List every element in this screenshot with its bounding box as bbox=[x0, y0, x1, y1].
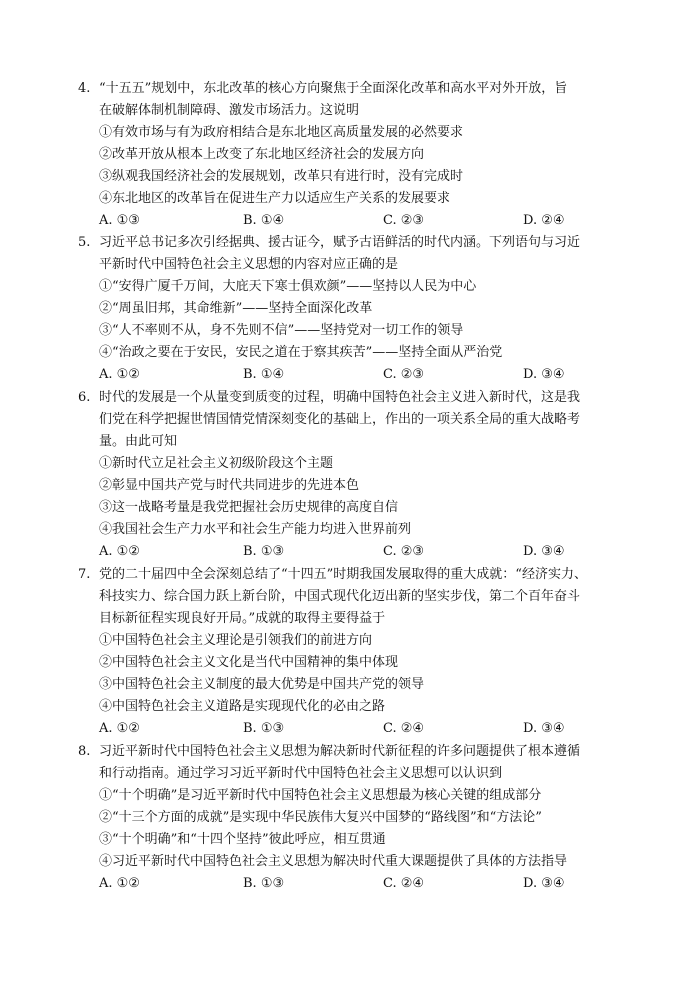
statement: ④东北地区的改革旨在促进生产力以适应生产关系的发展要求 bbox=[99, 191, 451, 206]
question-number: 4. bbox=[78, 81, 91, 96]
statement: ②改革开放从根本上改变了东北地区经济社会的发展方向 bbox=[99, 147, 425, 162]
question-8 bbox=[78, 741, 658, 895]
option-c[interactable]: C. ②④ bbox=[383, 721, 425, 736]
question-number: 6. bbox=[78, 390, 91, 405]
question-stem-line: 目标新征程实现良好开局。”成就的取得主要得益于 bbox=[99, 611, 386, 626]
question-stem-line: 平新时代中国特色社会主义思想的内容对应正确的是 bbox=[99, 257, 399, 272]
option-c[interactable]: C. ②③ bbox=[383, 544, 425, 559]
question-stem-line: 6. 时代的发展是一个从量变到质变的过程，明确中国特色社会主义进入新时代，这是我 bbox=[78, 387, 658, 409]
option-d[interactable]: D. ③④ bbox=[523, 544, 565, 559]
question-stem-line: 4. “十五五”规划中，东北改革的核心方向聚焦于全面深化改革和高水平对外开放，旨 bbox=[78, 78, 658, 100]
question-number: 7. bbox=[78, 567, 91, 582]
question-stem-line: 7. 党的二十届四中全会深刻总结了“十四五”时期我国发展取得的重大成就：“经济实力、 bbox=[78, 564, 658, 586]
option-b[interactable]: B. ①④ bbox=[243, 213, 285, 228]
option-a[interactable]: A. ①② bbox=[99, 544, 140, 559]
statement: ④习近平新时代中国特色社会主义思想为解决时代重大课题提供了具体的方法指导 bbox=[99, 854, 568, 869]
answer-options bbox=[78, 541, 658, 563]
statement: ②中国特色社会主义文化是当代中国精神的集中体现 bbox=[99, 655, 399, 670]
option-c[interactable]: C. ②③ bbox=[383, 213, 425, 228]
question-stem-line: 科技实力、综合国力跃上新台阶，中国式现代化迈出新的坚实步伐，第二个百年奋斗 bbox=[99, 589, 581, 604]
statement: ④中国特色社会主义道路是实现现代化的必由之路 bbox=[99, 699, 386, 714]
statement: ②“十三个方面的成就”是实现中华民族伟大复兴中国梦的“路线图”和“方法论” bbox=[99, 810, 542, 825]
question-4 bbox=[78, 78, 658, 232]
answer-options bbox=[78, 210, 658, 232]
statement: ①有效市场与有为政府相结合是东北地区高质量发展的必然要求 bbox=[99, 125, 464, 140]
option-b[interactable]: B. ①③ bbox=[243, 544, 285, 559]
option-b[interactable]: B. ①④ bbox=[243, 367, 285, 382]
answer-options bbox=[78, 364, 658, 386]
statement: ③“十个明确”和“十四个坚持”彼此呼应，相互贯通 bbox=[99, 832, 386, 847]
question-7 bbox=[78, 564, 658, 740]
option-d[interactable]: D. ③④ bbox=[523, 367, 565, 382]
statement: ①中国特色社会主义理论是引领我们的前进方向 bbox=[99, 633, 373, 648]
statement: ③“人不率则不从，身不先则不信”——坚持党对一切工作的领导 bbox=[99, 323, 464, 338]
option-b[interactable]: B. ①③ bbox=[243, 876, 285, 891]
option-c[interactable]: C. ②③ bbox=[383, 367, 425, 382]
answer-options bbox=[78, 718, 658, 740]
statement: ①“十个明确”是习近平新时代中国特色社会主义思想最为核心关键的组成部分 bbox=[99, 788, 542, 803]
statement: ④“治政之要在于安民，安民之道在于察其疾苦”——坚持全面从严治党 bbox=[99, 345, 503, 360]
option-a[interactable]: A. ①② bbox=[99, 876, 140, 891]
statement: ④我国社会生产力水平和社会生产能力均进入世界前列 bbox=[99, 522, 412, 537]
question-stem-line: 在破解体制机制障碍、激发市场活力。这说明 bbox=[99, 103, 360, 118]
statement: ①新时代立足社会主义初级阶段这个主题 bbox=[99, 456, 334, 471]
question-stem-line: 量。由此可知 bbox=[99, 434, 178, 449]
option-a[interactable]: A. ①③ bbox=[99, 213, 140, 228]
question-5 bbox=[78, 232, 658, 386]
option-d[interactable]: D. ②④ bbox=[523, 213, 565, 228]
question-number: 8. bbox=[78, 744, 91, 759]
answer-options bbox=[78, 873, 658, 895]
statement: ②彰显中国共产党与时代共同进步的先进本色 bbox=[99, 478, 360, 493]
statement: ③这一战略考量是我党把握社会历史规律的高度自信 bbox=[99, 500, 399, 515]
question-stem-line: 8. 习近平新时代中国特色社会主义思想为解决新时代新征程的许多问题提供了根本遵循 bbox=[78, 741, 658, 763]
question-stem-line: 们党在科学把握世情国情党情深刻变化的基础上，作出的一项关系全局的重大战略考 bbox=[99, 412, 581, 427]
question-number: 5. bbox=[78, 235, 91, 250]
option-a[interactable]: A. ①② bbox=[99, 367, 140, 382]
statement: ③中国特色社会主义制度的最大优势是中国共产党的领导 bbox=[99, 677, 425, 692]
question-stem-line: 和行动指南。通过学习习近平新时代中国特色社会主义思想可以认识到 bbox=[99, 766, 503, 781]
option-d[interactable]: D. ③④ bbox=[523, 721, 565, 736]
statement: ③纵观我国经济社会的发展规划，改革只有进行时，没有完成时 bbox=[99, 169, 464, 184]
option-c[interactable]: C. ②④ bbox=[383, 876, 425, 891]
option-d[interactable]: D. ③④ bbox=[523, 876, 565, 891]
statement: ②“周虽旧邦，其命维新”——坚持全面深化改革 bbox=[99, 301, 373, 316]
option-a[interactable]: A. ①② bbox=[99, 721, 140, 736]
question-stem-line: 5. 习近平总书记多次引经据典、援古证今，赋予古语鲜活的时代内涵。下列语句与习近 bbox=[78, 232, 658, 254]
option-b[interactable]: B. ①③ bbox=[243, 721, 285, 736]
question-6 bbox=[78, 387, 658, 563]
statement: ①“安得广厦千万间，大庇天下寒士俱欢颜”——坚持以人民为中心 bbox=[99, 279, 477, 294]
